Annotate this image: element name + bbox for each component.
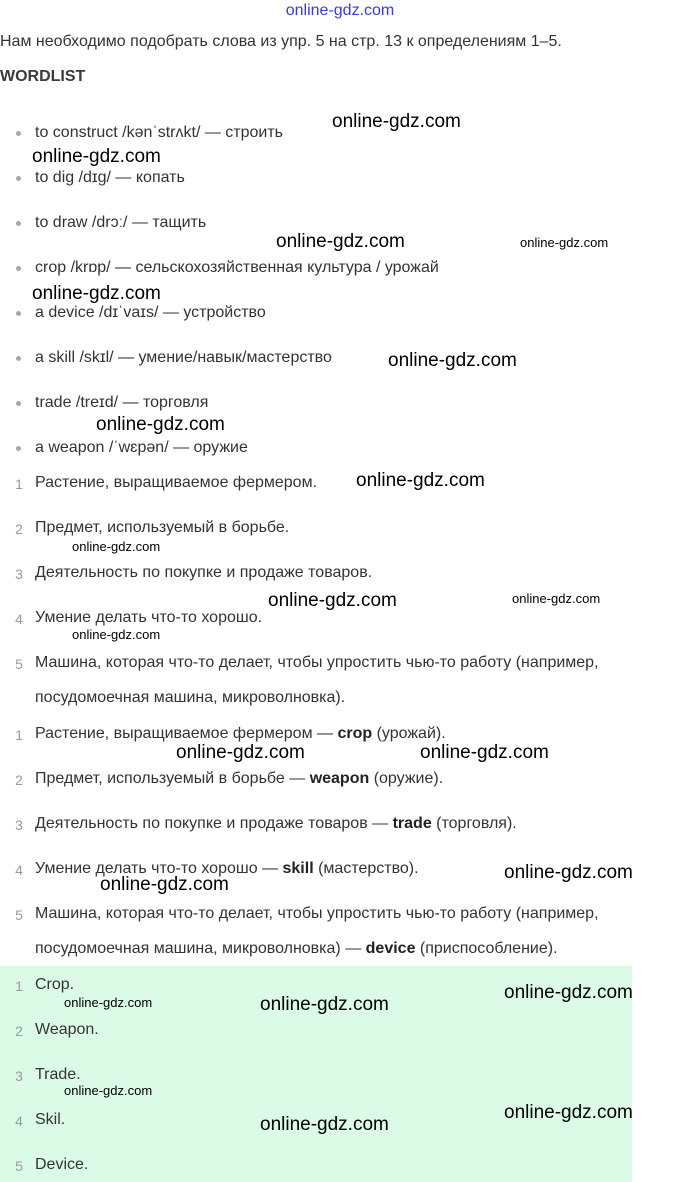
watermark: online-gdz.com — [64, 1083, 153, 1098]
watermark: online-gdz.com — [332, 111, 461, 132]
item-number: 4 — [15, 862, 23, 878]
bullet-icon — [16, 176, 21, 181]
match-word: trade — [392, 815, 432, 832]
match-translation: (торговля). — [431, 815, 517, 832]
watermark: online-gdz.com — [388, 350, 517, 371]
watermark: online-gdz.com — [64, 995, 153, 1010]
match-word: crop — [337, 725, 373, 742]
match-text: посудомоечная машина, микроволновка) — — [35, 940, 366, 957]
match-translation: (мастерство). — [313, 860, 419, 877]
definition-item: Предмет, используемый в борьбе. — [35, 519, 290, 536]
item-number: 3 — [15, 566, 23, 582]
match-translation: (приспособление). — [415, 940, 558, 957]
match-text: Предмет, используемый в борьбе — — [35, 770, 310, 787]
answer-item: Weapon. — [35, 1021, 99, 1038]
watermark: online-gdz.com — [32, 146, 161, 167]
item-number: 1 — [15, 476, 23, 492]
watermark: online-gdz.com — [520, 235, 609, 250]
item-number: 5 — [15, 656, 23, 672]
item-number: 5 — [15, 1158, 23, 1174]
list-item: to construct /kənˈstrʌkt/ — строить — [35, 124, 283, 141]
bullet-icon — [16, 221, 21, 226]
bullet-icon — [16, 266, 21, 271]
item-number: 1 — [15, 727, 23, 743]
watermark: online-gdz.com — [260, 994, 389, 1015]
definition-item: Деятельность по покупке и продаже товаров. — [35, 564, 373, 581]
definition-item: Растение, выращиваемое фермером. — [35, 474, 318, 491]
match-item — [35, 815, 517, 833]
definition-item: Умение делать что-то хорошо. — [35, 609, 263, 626]
item-number: 1 — [15, 978, 23, 994]
match-word: skill — [282, 860, 314, 877]
definition-item: Машина, которая что-то делает, чтобы упростить чью-то работу (например, — [35, 654, 599, 671]
match-item: Машина, которая что-то делает, чтобы упростить чью-то работу (например, — [35, 905, 599, 922]
match-item — [35, 725, 446, 743]
item-number: 2 — [15, 521, 23, 537]
match-translation: (урожай). — [372, 725, 446, 742]
bullet-icon — [16, 401, 21, 406]
watermark: online-gdz.com — [100, 874, 229, 895]
match-text: Деятельность по покупке и продаже товаров — — [35, 815, 393, 832]
item-number: 2 — [15, 772, 23, 788]
watermark: online-gdz.com — [72, 627, 161, 642]
match-translation: (оружие). — [369, 770, 444, 787]
list-item: a skill /skɪl/ — умение/навык/мастерство — [35, 349, 332, 366]
watermark: online-gdz.com — [32, 283, 161, 304]
answer-item: Skil. — [35, 1111, 66, 1128]
wordlist-title: WORDLIST — [0, 68, 86, 85]
list-item: a weapon /ˈwɛpən/ — оружие — [35, 439, 248, 456]
bullet-icon — [16, 311, 21, 316]
list-item: to draw /drɔː/ — тащить — [35, 214, 207, 231]
answer-item: Trade. — [35, 1066, 81, 1083]
list-item: a device /dɪˈvaɪs/ — устройство — [35, 304, 266, 321]
definition-item-continued: посудомоечная машина, микроволновка). — [35, 689, 346, 706]
intro-text: Нам необходимо подобрать слова из упр. 5 на стр. 13 к определениям 1–5. — [0, 33, 562, 50]
list-item: to dig /dɪɡ/ — копать — [35, 169, 185, 186]
bullet-icon — [16, 446, 21, 451]
bullet-icon — [16, 131, 21, 136]
item-number: 4 — [15, 1113, 23, 1129]
bullet-icon — [16, 356, 21, 361]
watermark: online-gdz.com — [260, 1114, 389, 1135]
watermark: online-gdz.com — [512, 591, 601, 606]
header-watermark: online-gdz.com — [285, 2, 395, 19]
watermark: online-gdz.com — [356, 470, 485, 491]
watermark: online-gdz.com — [504, 862, 633, 883]
list-item: trade /treɪd/ — торговля — [35, 394, 209, 411]
watermark: online-gdz.com — [176, 742, 305, 763]
match-text: Растение, выращиваемое фермером — — [35, 725, 338, 742]
match-word: device — [365, 940, 416, 957]
match-item-continued — [35, 940, 558, 958]
match-text: Умение делать что-то хорошо — — [35, 860, 283, 877]
list-item: crop /krɒp/ — сельскохозяйственная культура / урожай — [35, 259, 439, 276]
watermark: online-gdz.com — [96, 414, 225, 435]
watermark: online-gdz.com — [268, 590, 397, 611]
match-word: weapon — [309, 770, 370, 787]
watermark: online-gdz.com — [276, 231, 405, 252]
item-number: 2 — [15, 1023, 23, 1039]
watermark: online-gdz.com — [72, 539, 161, 554]
watermark: online-gdz.com — [504, 1102, 633, 1123]
item-number: 3 — [15, 1068, 23, 1084]
answer-item: Device. — [35, 1156, 89, 1173]
answer-item: Crop. — [35, 976, 75, 993]
item-number: 3 — [15, 817, 23, 833]
watermark: online-gdz.com — [420, 742, 549, 763]
match-item — [35, 770, 443, 788]
item-number: 5 — [15, 907, 23, 923]
watermark: online-gdz.com — [504, 982, 633, 1003]
item-number: 4 — [15, 611, 23, 627]
